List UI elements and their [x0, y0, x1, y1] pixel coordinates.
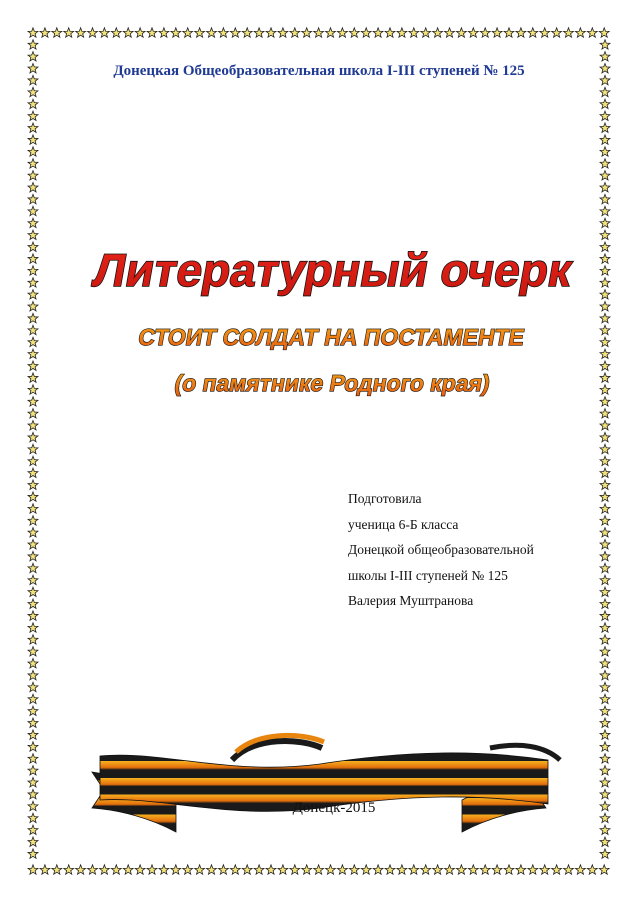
main-title: Литературный очерк: [89, 244, 577, 296]
subtitle-line-2: (о памятнике Родного края): [172, 370, 493, 396]
city-year: Донецк-2015: [292, 800, 376, 816]
school-header: Донецкая Общеобразовательная школа I-III ступеней № 125: [113, 63, 525, 79]
author-line: Подготовила: [348, 491, 422, 506]
author-line: школы I-III ступеней № 125: [348, 567, 508, 583]
subtitle-line-1: СТОИТ СОЛДАТ НА ПОСТАМЕНТЕ: [136, 324, 527, 350]
author-line: ученица 6-Б класса: [348, 516, 459, 532]
author-line: Валерия Муштранова: [348, 593, 474, 608]
author-line: Донецкой общеобразовательной: [348, 542, 534, 557]
